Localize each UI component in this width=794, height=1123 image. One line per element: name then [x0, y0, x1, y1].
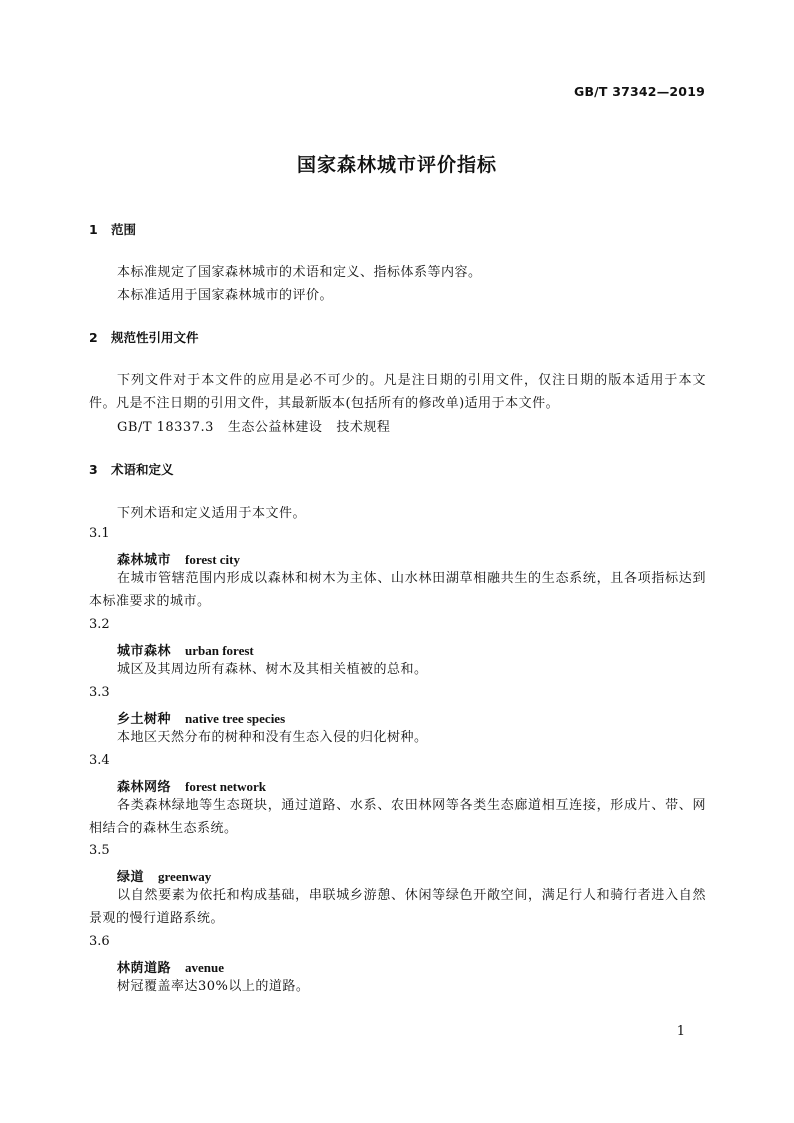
- term-definition: 以自然要素为依托和构成基础，串联城乡游憩、休闲等绿色开敞空间，满足行人和骑行者进入自然景观的慢行道路系统。: [89, 888, 706, 926]
- page-number: 1: [676, 1024, 685, 1039]
- section-1-title: 范围: [111, 222, 137, 237]
- clause-number: 3.6: [89, 934, 110, 949]
- reference-title-b: 技术规程: [336, 420, 391, 435]
- section-3-heading: [89, 460, 174, 478]
- term-heading: [117, 957, 224, 976]
- section-2-paragraph: 下列文件对于本文件的应用是必不可少的。凡是注日期的引用文件，仅注日期的版本适用于本文件。凡是不注日期的引用文件，其最新版本(包括所有的修改单)适用于本文件。: [89, 373, 706, 411]
- term-chinese: 城市森林: [117, 644, 172, 659]
- section-3-intro: 下列术语和定义适用于本文件。: [117, 506, 307, 521]
- term-definition: 城区及其周边所有森林、树木及其相关植被的总和。: [117, 662, 428, 677]
- section-2-title: 规范性引用文件: [111, 330, 199, 345]
- term-chinese: 森林网络: [117, 780, 172, 795]
- section-2-heading: [89, 328, 199, 346]
- term-heading: [117, 708, 285, 727]
- term-heading: [117, 776, 266, 795]
- section-1-number: 1: [89, 222, 98, 237]
- normative-reference: [117, 416, 390, 435]
- term-definition: 各类森林绿地等生态斑块，通过道路、水系、农田林网等各类生态廊道相互连接，形成片、带、网相结合的森林生态系统。: [89, 798, 706, 836]
- term-english: forest city: [185, 552, 240, 567]
- term-heading: [117, 866, 211, 885]
- term-chinese: 乡土树种: [117, 712, 172, 727]
- document-title: 国家森林城市评价指标: [296, 154, 497, 176]
- term-heading: [117, 640, 254, 659]
- clause-number: 3.1: [89, 526, 110, 541]
- clause-number: 3.2: [89, 617, 110, 632]
- term-english: greenway: [158, 869, 212, 884]
- standard-code: GB/T 37342—2019: [573, 84, 705, 99]
- term-chinese: 林荫道路: [117, 961, 172, 976]
- term-chinese: 绿道: [117, 870, 145, 885]
- section-1-heading: [89, 220, 136, 238]
- term-heading: [117, 549, 240, 568]
- term-english: urban forest: [185, 643, 254, 658]
- clause-number: 3.5: [89, 843, 110, 858]
- reference-title-a: 生态公益林建设: [227, 420, 323, 435]
- term-english: forest network: [185, 779, 267, 794]
- clause-number: 3.4: [89, 753, 110, 768]
- section-1-paragraph-2: 本标准适用于国家森林城市的评价。: [117, 288, 334, 303]
- section-1-paragraph-1: 本标准规定了国家森林城市的术语和定义、指标体系等内容。: [117, 265, 482, 280]
- term-definition: 本地区天然分布的树种和没有生态入侵的归化树种。: [117, 730, 428, 745]
- reference-code: GB/T 18337.3: [117, 420, 214, 435]
- term-english: avenue: [185, 960, 225, 975]
- section-2-number: 2: [89, 330, 98, 345]
- term-english: native tree species: [185, 711, 286, 726]
- term-definition: 树冠覆盖率达30%以上的道路。: [117, 979, 310, 994]
- clause-number: 3.3: [89, 685, 110, 700]
- section-3-number: 3: [89, 462, 98, 477]
- term-definition: 在城市管辖范围内形成以森林和树木为主体、山水林田湖草相融共生的生态系统，且各项指标达到本标准要求的城市。: [89, 571, 706, 609]
- term-chinese: 森林城市: [117, 553, 172, 568]
- section-3-title: 术语和定义: [111, 462, 174, 477]
